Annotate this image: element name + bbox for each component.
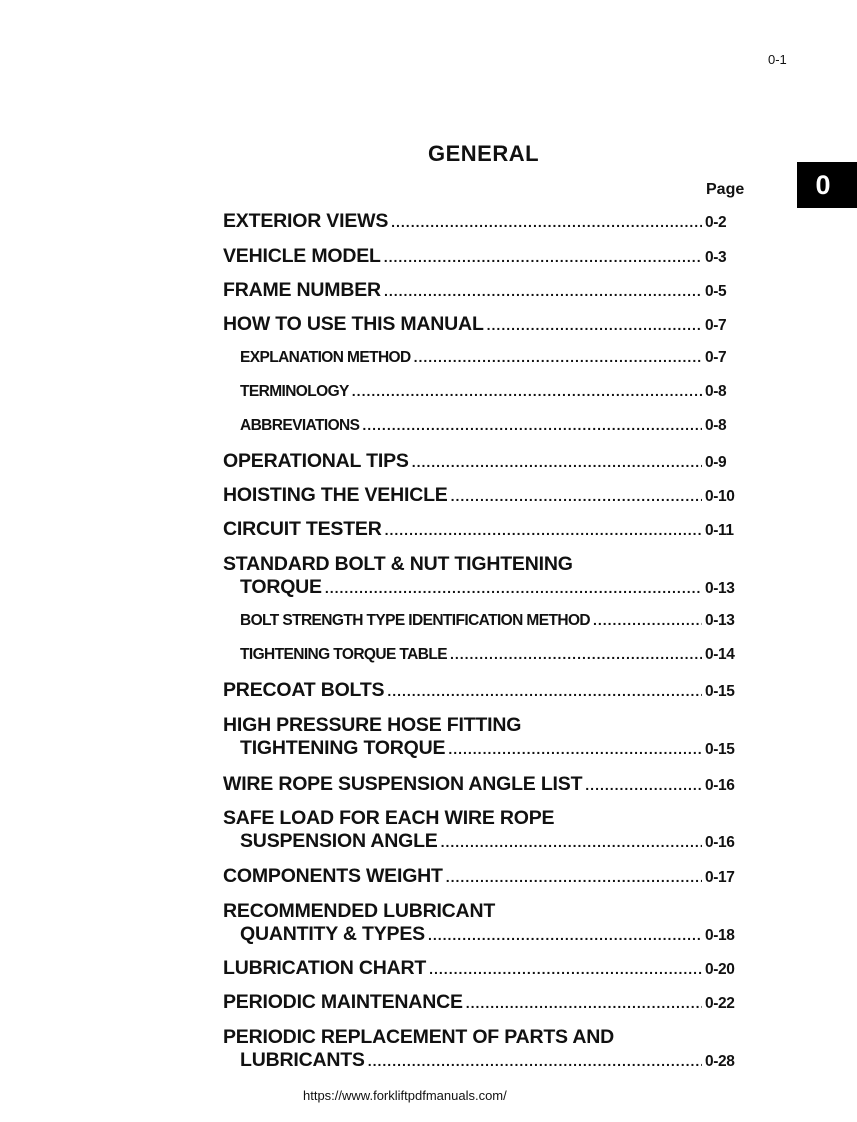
- leader-dots: [325, 580, 702, 596]
- leader-dots: [466, 995, 702, 1011]
- toc-entry-text: ABBREVIATIONS: [240, 417, 360, 434]
- leader-dots: [487, 317, 702, 333]
- footer-url[interactable]: https://www.forkliftpdfmanuals.com/: [303, 1088, 507, 1103]
- leader-dots: [451, 488, 702, 504]
- leader-dots: [448, 741, 702, 757]
- toc-entry-page: 0-7: [705, 317, 727, 334]
- leader-dots: [414, 349, 702, 365]
- page-number: 0-1: [768, 52, 787, 67]
- toc-entry-text: PERIODIC MAINTENANCE: [223, 991, 463, 1013]
- toc-entry[interactable]: [223, 245, 741, 268]
- leader-dots: [446, 869, 702, 885]
- page-column-header: Page: [706, 181, 745, 198]
- toc-entry-text: CIRCUIT TESTER: [223, 518, 382, 540]
- toc-entry-text: TIGHTENING TORQUE: [240, 737, 446, 759]
- toc-entry-text: LUBRICATION CHART: [223, 957, 427, 979]
- toc-entry-text: HOW TO USE THIS MANUAL: [223, 313, 484, 335]
- leader-dots: [368, 1053, 702, 1069]
- toc-entry-text: TIGHTENING TORQUE TABLE: [240, 646, 447, 663]
- toc-subentry[interactable]: [240, 646, 741, 664]
- section-tab: 0: [797, 162, 857, 208]
- toc-entry[interactable]: [223, 900, 741, 946]
- toc-entry-page: 0-22: [705, 995, 735, 1012]
- toc-entry-page: 0-17: [705, 869, 735, 886]
- toc-subentry[interactable]: [240, 349, 741, 367]
- toc-entry-page: 0-8: [705, 383, 727, 400]
- toc-entry-text: EXPLANATION METHOD: [240, 349, 411, 366]
- leader-dots: [450, 646, 702, 662]
- toc-entry[interactable]: [223, 991, 741, 1014]
- toc-entry-page: 0-9: [705, 454, 727, 471]
- toc-entry-text: QUANTITY & TYPES: [240, 923, 425, 945]
- toc-entry-text: EXTERIOR VIEWS: [223, 210, 389, 232]
- toc-entry-text-line1: RECOMMENDED LUBRICANT: [223, 900, 496, 922]
- leader-dots: [387, 683, 702, 699]
- toc-entry-text: COMPONENTS WEIGHT: [223, 865, 443, 887]
- toc-entry-page: 0-13: [705, 612, 735, 629]
- toc-entry[interactable]: [223, 313, 741, 336]
- leader-dots: [441, 834, 702, 850]
- leader-dots: [384, 283, 702, 299]
- toc-entry[interactable]: [223, 450, 741, 473]
- toc-subentry[interactable]: [240, 612, 741, 630]
- toc-entry-page: 0-8: [705, 417, 727, 434]
- toc-entry-page: 0-15: [705, 683, 735, 700]
- toc-entry-page: 0-18: [705, 927, 735, 944]
- leader-dots: [384, 249, 702, 265]
- toc-entry-page: 0-16: [705, 777, 735, 794]
- toc-entry[interactable]: [223, 865, 741, 888]
- page-title: GENERAL: [428, 141, 540, 166]
- toc-entry-text: TERMINOLOGY: [240, 383, 349, 400]
- toc-entry-page: 0-10: [705, 488, 735, 505]
- toc-entry-text: OPERATIONAL TIPS: [223, 450, 409, 472]
- toc-entry-page: 0-16: [705, 834, 735, 851]
- toc-entry[interactable]: [223, 518, 741, 541]
- toc-entry-page: 0-28: [705, 1053, 735, 1070]
- toc-entry[interactable]: [223, 484, 741, 507]
- toc-entry-text: TORQUE: [240, 576, 322, 598]
- toc-entry-page: 0-15: [705, 741, 735, 758]
- toc-entry-text: WIRE ROPE SUSPENSION ANGLE LIST: [223, 773, 583, 795]
- toc-entry-page: 0-2: [705, 214, 727, 231]
- leader-dots: [385, 522, 702, 538]
- leader-dots: [352, 383, 702, 399]
- toc-entry[interactable]: [223, 210, 741, 233]
- toc-entry-page: 0-11: [705, 522, 734, 539]
- toc-subentry[interactable]: [240, 417, 741, 435]
- toc-entry[interactable]: [223, 714, 741, 760]
- toc-entry-page: 0-13: [705, 580, 735, 597]
- toc-entry[interactable]: [223, 773, 741, 796]
- toc-entry-page: 0-5: [705, 283, 727, 300]
- toc-entry[interactable]: [223, 679, 741, 702]
- toc-entry-page: 0-20: [705, 961, 735, 978]
- toc-entry-text-line1: PERIODIC REPLACEMENT OF PARTS AND: [223, 1026, 614, 1048]
- toc-entry-text: PRECOAT BOLTS: [223, 679, 385, 701]
- toc-entry[interactable]: [223, 957, 741, 980]
- leader-dots: [391, 214, 702, 230]
- toc-entry-text: VEHICLE MODEL: [223, 245, 381, 267]
- toc-entry-page: 0-14: [705, 646, 735, 663]
- toc-entry[interactable]: [223, 553, 741, 599]
- toc-entry-text-line1: SAFE LOAD FOR EACH WIRE ROPE: [223, 807, 555, 829]
- toc-entry-page: 0-3: [705, 249, 727, 266]
- toc-entry[interactable]: [223, 1026, 741, 1072]
- toc-entry-text: LUBRICANTS: [240, 1049, 365, 1071]
- leader-dots: [428, 927, 702, 943]
- leader-dots: [362, 417, 702, 433]
- toc-entry-text: SUSPENSION ANGLE: [240, 830, 438, 852]
- leader-dots: [412, 454, 702, 470]
- toc-entry-text: FRAME NUMBER: [223, 279, 381, 301]
- toc-subentry[interactable]: [240, 383, 741, 401]
- leader-dots: [429, 961, 702, 977]
- toc-entry-text: BOLT STRENGTH TYPE IDENTIFICATION METHOD: [240, 612, 590, 629]
- toc-entry-text-line1: STANDARD BOLT & NUT TIGHTENING: [223, 553, 573, 575]
- toc-entry-text-line1: HIGH PRESSURE HOSE FITTING: [223, 714, 522, 736]
- toc-entry[interactable]: [223, 807, 741, 853]
- toc-entry-page: 0-7: [705, 349, 727, 366]
- leader-dots: [593, 612, 702, 628]
- toc-entry[interactable]: [223, 279, 741, 302]
- leader-dots: [585, 777, 702, 793]
- toc-entry-text: HOISTING THE VEHICLE: [223, 484, 448, 506]
